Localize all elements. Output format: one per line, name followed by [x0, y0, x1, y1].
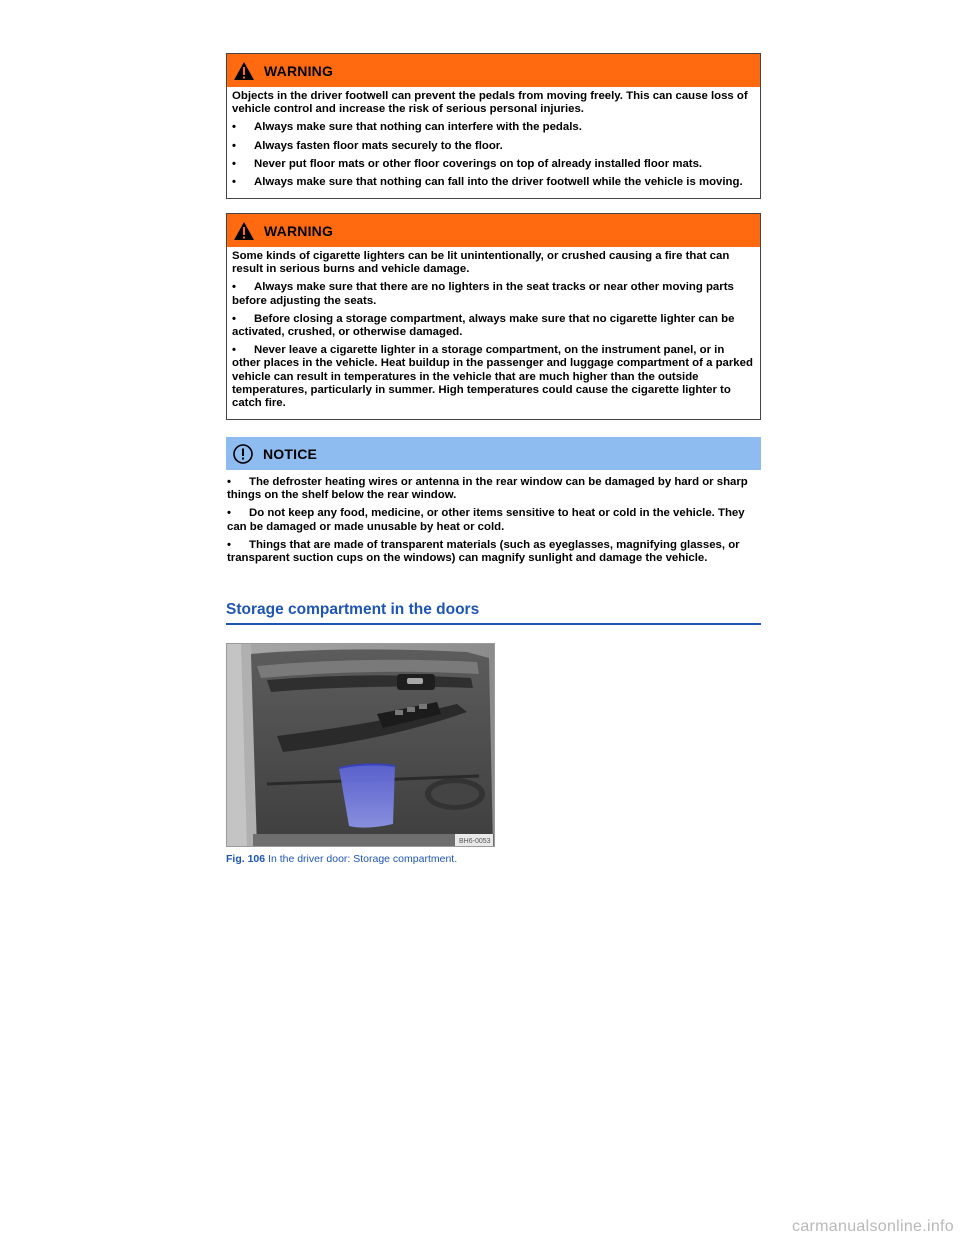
list-item: • Things that are made of transparent materials (such as eyeglasses, magnifying glasses, or transparent suction cups on the windows) can magnify sunlight and damage the vehicle.: [227, 538, 740, 565]
list-item: • The defroster heating wires or antenna in the rear window can be damaged by hard or sharp things on the shelf below the rear window.: [227, 476, 748, 502]
list-item: • Always fasten floor mats securely to the floor.: [232, 139, 503, 152]
figure-number: Fig. 106: [226, 853, 266, 865]
door-storage-figure: [226, 643, 495, 847]
list-item: • Always make sure that there are no lighters in the seat tracks or near other moving parts before adjusting the seats.: [232, 281, 734, 307]
figure-code: BH6-0053: [459, 838, 491, 845]
warning-intro: Objects in the driver footwell can prevent the pedals from moving freely. This can cause loss of vehicle control and increase the risk of serious personal injuries.: [232, 90, 748, 116]
warning-triangle-icon: [233, 61, 255, 81]
figure-caption-text: In the driver door: Storage compartment.: [268, 853, 458, 865]
warning-title: WARNING: [264, 222, 334, 239]
notice-box: [226, 437, 761, 574]
list-item: • Always make sure that nothing can interfere with the pedals.: [232, 121, 582, 134]
warning-title: WARNING: [264, 62, 334, 79]
exclamation-circle-icon: [232, 443, 254, 465]
door-illustration: [227, 644, 495, 847]
warning-box-pedals: [226, 53, 761, 199]
list-item: • Before closing a storage compartment, always make sure that no cigarette lighter can be activated, crushed, or otherwise damaged.: [232, 312, 735, 339]
list-item: • Do not keep any food, medicine, or other items sensitive to heat or cold in the vehicle. They can be damaged or made unusable by heat or cold.: [227, 507, 745, 533]
watermark: carmanualsonline.info: [792, 1218, 954, 1235]
warning-triangle-icon: [233, 221, 255, 241]
notice-header: [226, 437, 761, 470]
section-title: Storage compartment in the doors: [226, 601, 761, 625]
warning-header: [227, 54, 760, 87]
warning-header: [227, 214, 760, 247]
figure-caption: [226, 853, 457, 865]
notice-title: NOTICE: [263, 445, 318, 462]
list-item: • Always make sure that nothing can fall into the driver footwell while the vehicle is moving.: [232, 176, 743, 189]
warning-intro: Some kinds of cigarette lighters can be lit unintentionally, or crushed causing a fire that can result in serious burns and vehicle damage.: [232, 250, 730, 276]
warning-box-lighters: [226, 213, 761, 420]
list-item: • Never put floor mats or other floor coverings on top of already installed floor mats.: [232, 157, 703, 170]
list-item: • Never leave a cigarette lighter in a storage compartment, on the instrument panel, or in other places in the vehicle. Heat buildup in the passenger and luggage compartment of a parked vehicle can result in temperatures in the vehicle that are much higher than the outside temperatures, particularly in summer. High temperatures could cause the cigarette lighter to catch fire.: [232, 344, 753, 410]
